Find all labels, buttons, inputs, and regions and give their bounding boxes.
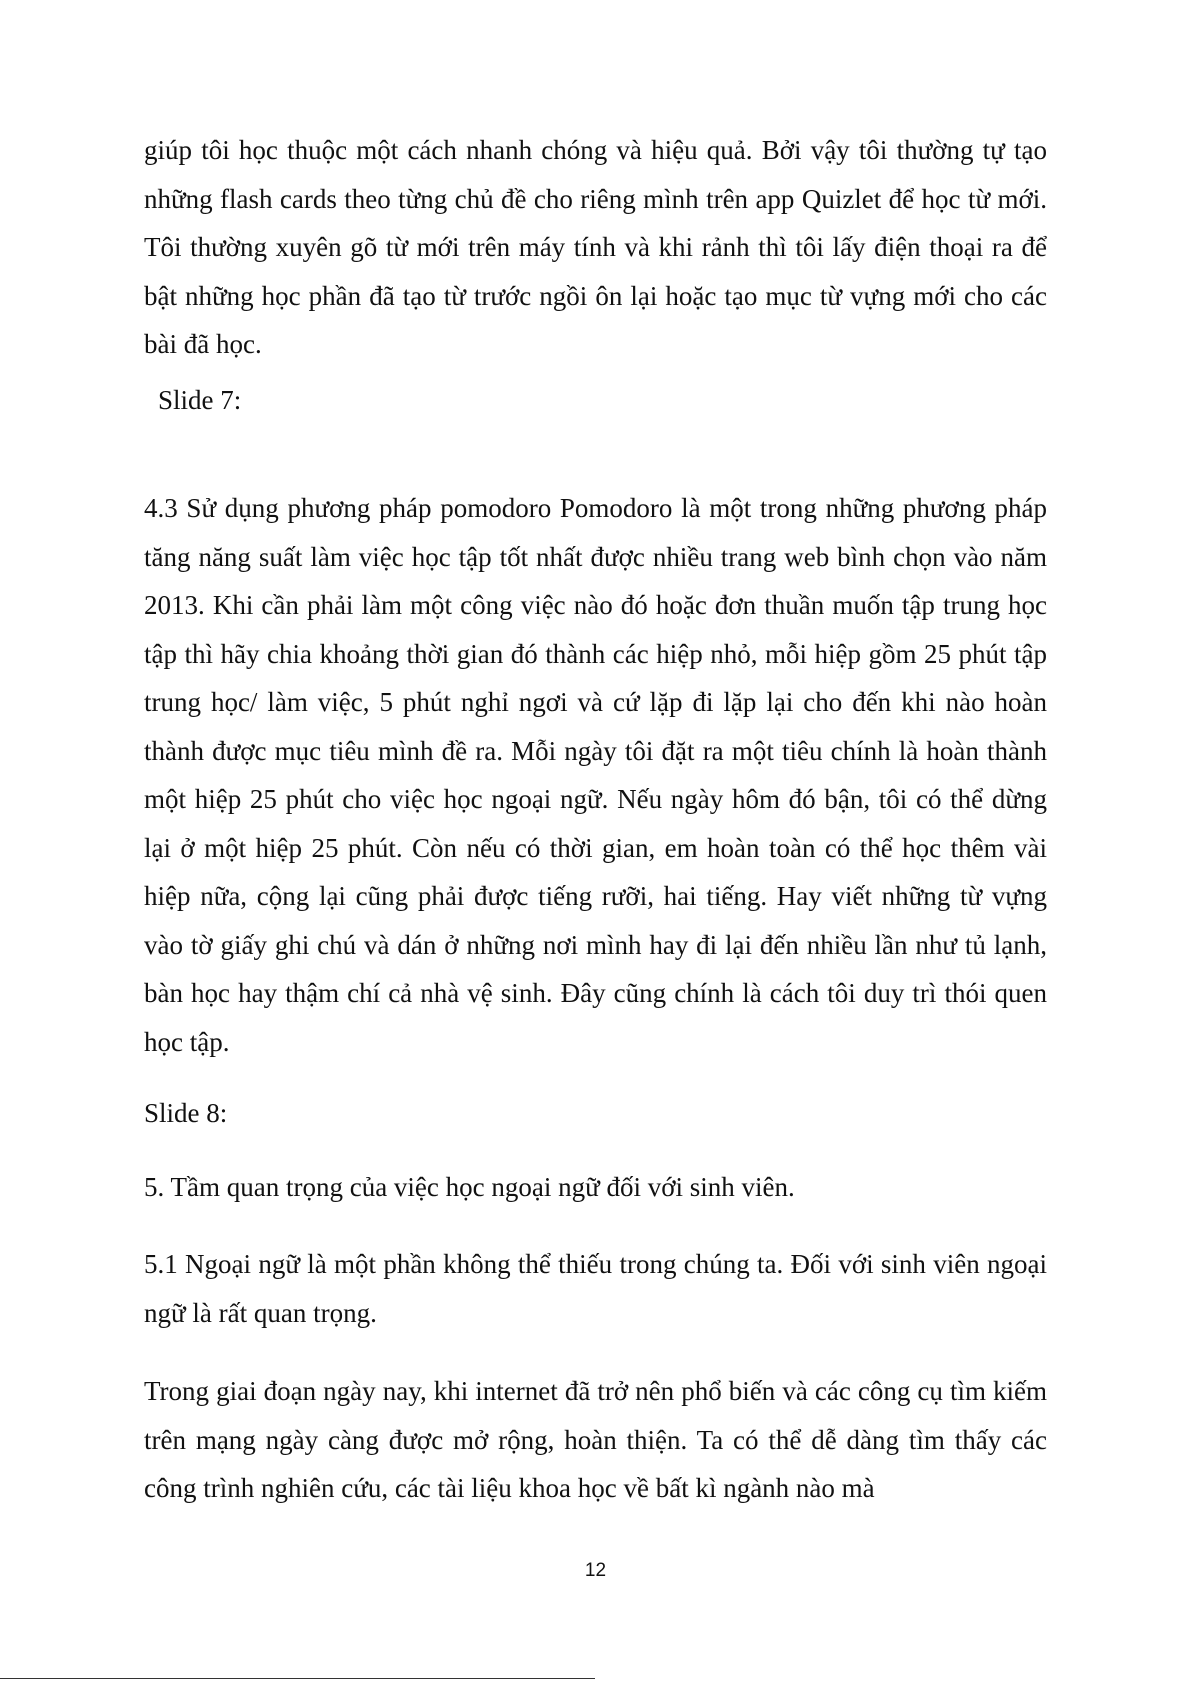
paragraph-internet: Trong giai đoạn ngày nay, khi internet đã trở nên phổ biến và các công cụ tìm kiếm trên mạng ngày càng được mở rộng, hoàn thiện. Ta có thể dễ dàng tìm thấy các công trình nghiên cứu, các tài liệu khoa học về bất kì ngành nào mà [144, 1376, 1047, 1503]
slide-7-heading: Slide 7: [158, 385, 242, 415]
paragraph-intro: giúp tôi học thuộc một cách nhanh chóng và hiệu quả. Bởi vậy tôi thường tự tạo những flash cards theo từng chủ đề cho riêng mình trên app Quizlet để học từ mới. Tôi thường xuyên gõ từ mới trên máy tính và khi rảnh thì tôi lấy điện thoại ra để bật những học phần đã tạo từ trước ngồi ôn lại hoặc tạo mục từ vựng mới cho các bài đã học. [144, 135, 1047, 359]
paragraph-pomodoro: 4.3 Sử dụng phương pháp pomodoro Pomodoro là một trong những phương pháp tăng năng suất làm việc học tập tốt nhất được nhiều trang web bình chọn vào năm 2013. Khi cần phải làm một công việc nào đó hoặc đơn thuần muốn tập trung học tập thì hãy chia khoảng thời gian đó thành các hiệp nhỏ, mỗi hiệp gồm 25 phút tập trung học/ làm việc, 5 phút nghỉ ngơi và cứ lặp đi lặp lại cho đến khi nào hoàn thành được mục tiêu mình đề ra. Mỗi ngày tôi đặt ra một tiêu chính là hoàn thành một hiệp 25 phút cho việc học ngoại ngữ. Nếu ngày hôm đó bận, tôi có thể dừng lại ở một hiệp 25 phút. Còn nếu có thời gian, em hoàn toàn có thể học thêm vài hiệp nữa, cộng lại cũng phải được tiếng rưỡi, hai tiếng. Hay viết những từ vựng vào tờ giấy ghi chú và dán ở những nơi mình hay đi lại đến nhiều lần như tủ lạnh, bàn học hay thậm chí cả nhà vệ sinh. Đây cũng chính là cách tôi duy trì thói quen học tập. [144, 493, 1047, 1057]
paragraph-5-1: 5.1 Ngoại ngữ là một phần không thể thiếu trong chúng ta. Đối với sinh viên ngoại ngữ là rất quan trọng. [144, 1249, 1047, 1328]
section-5-heading: 5. Tầm quan trọng của việc học ngoại ngữ đối với sinh viên. [144, 1172, 795, 1202]
footer-divider [0, 1678, 595, 1679]
slide-8-heading: Slide 8: [144, 1098, 228, 1128]
page-number: 12 [584, 1560, 607, 1581]
